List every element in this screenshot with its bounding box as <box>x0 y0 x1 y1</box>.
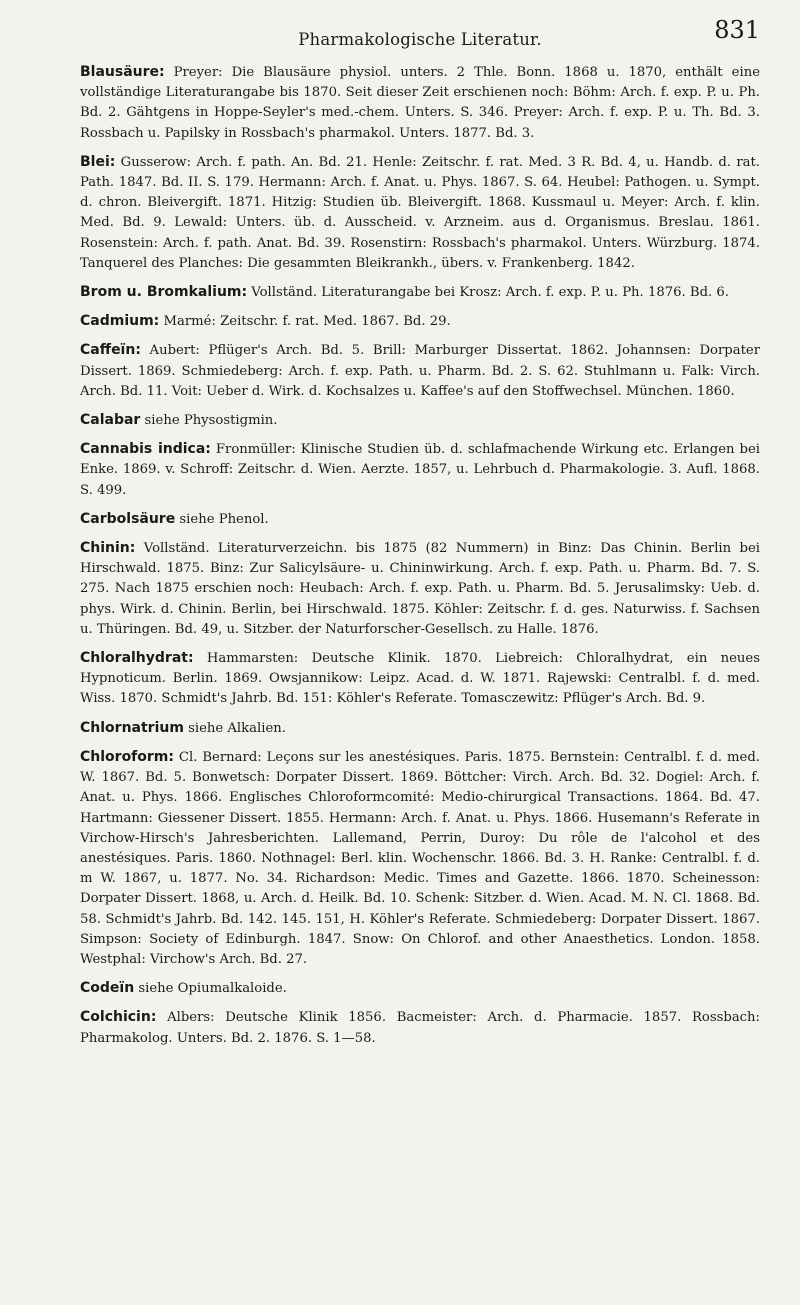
entry-blei <box>80 152 760 274</box>
entry-calabar <box>80 410 760 431</box>
entry-heading: Cannabis indica: <box>80 441 211 458</box>
entry-text: Preyer: Die Blausäure physiol. unters. 2 Thle. Bonn. 1868 u. 1870, enthält eine vollständige Literaturangabe bis 1870. Seit dieser Zeit erschienen noch: Böhm: Arch. f. exp. P. u. Ph. Bd. 2. Gähtgens in Hoppe-Seyler's med.-chem. Unters. S. 346. Preyer: Arch. f. exp. P. u. Th. Bd. 3. Rossbach u. Papilsky in Rossbach's pharmakol. Unters. 1877. Bd. 3. <box>80 65 760 141</box>
entry-text: Vollständ. Literaturverzeichn. bis 1875 (82 Nummern) in Binz: Das Chinin. Berlin bei Hirschwald. 1875. Binz: Zur Salicylsäure- u. Chininwirkung. Arch. f. exp. Path. u. Pharm. Bd. 7. S. 275. Nach 1875 erschien noch: Heubach: Arch. f. exp. Path. u. Pharm. Bd. 5. Jerusalimsky: Ueb. d. phys. Wirk. d. Chinin. Berlin, bei Hirschwald. 1875. Köhler: Zeitschr. f. d. ges. Naturwiss. f. Sachsen u. Thüringen. Bd. 49, u. Sitzber. der Naturforscher-Gesellsch. zu Halle. 1876. <box>80 541 760 637</box>
entry-text: siehe Physostigmin. <box>140 413 278 429</box>
entry-text: Cl. Bernard: Leçons sur les anestésiques. Paris. 1875. Bernstein: Centralbl. f. d. med. W. 1867. Bd. 5. Bonwetsch: Dorpater Dissert. 1869. Böttcher: Virch. Arch. Bd. 32. Dogiel: Arch. f. Anat. u. Phys. 1866. Englisches Chloroformcomité: Medio-chirurgical Transactions. 1864. Bd. 47. Hartmann: Giessener Dissert. 1855. Hermann: Arch. f. Anat. u. Phys. 1866. Husemann's Referate in Virchow-Hirsch's Jahresberichten. Lallemand, Perrin, Duroy: Du rôle de l'alcohol et des anestésiques. Paris. 1860. Nothnagel: Berl. klin. Wochenschr. 1866. Bd. 3. H. Ranke: Centralbl. f. d. m W. 1867, u. 1877. No. 34. Richardson: Medic. Times and Gazette. 1866. 1870. Scheinesson: Dorpater Dissert. 1868, u. Arch. d. Heilk. Bd. 10. Schenk: Sitzber. d. Wien. Acad. M. N. Cl. 1868. Bd. 58. Schmidt's Jahrb. Bd. 142. 145. 151, H. Köhler's Referate. Schmiedeberg: Dorpater Dissert. 1867. Simpson: Society of Edinburgh. 1847. Snow: On Chlorof. and other Anaesthetics. London. 1858. Westphal: Virchow's Arch. Bd. 27. <box>80 749 760 967</box>
entry-heading: Chloroform: <box>80 748 174 765</box>
entry-heading: Cadmium: <box>80 313 160 330</box>
entry-cannabis <box>80 439 760 501</box>
entry-heading: Blausäure: <box>80 64 165 80</box>
entry-heading: Calabar <box>80 412 141 429</box>
entry-heading: Carbolsäure <box>80 510 176 527</box>
entry-heading: Chloralhydrat: <box>80 650 194 667</box>
entry-text: siehe Phenol. <box>175 511 269 527</box>
entry-heading: Codeïn <box>80 980 135 997</box>
entry-heading: Blei: <box>80 153 116 170</box>
entry-text: Gusserow: Arch. f. path. An. Bd. 21. Henle: Zeitschr. f. rat. Med. 3 R. Bd. 4, u. Handb. d. rat. Path. 1847. Bd. II. S. 179. Hermann: Arch. f. Anat. u. Phys. 1867. S. 64. Heubel: Pathogen. u. Sympt. d. chron. Bleivergift. 1871. Hitzig: Studien üb. Bleivergift. 1868. Kussmaul u. Meyer: Arch. f. klin. Med. Bd. 9. Lewald: Unters. üb. d. Ausscheid. v. Arzneim. aus d. Organismus. Breslau. 1861. Rosenstein: Arch. f. path. Anat. Bd. 39. Rosenstirn: Rossbach's pharmakol. Unters. Würzburg. 1874. Tanquerel des Planches: Die gesammten Bleikrankh., übers. v. Frankenberg. 1842. <box>80 154 760 271</box>
entry-chinin <box>80 538 760 640</box>
entry-text: siehe Opiumalkaloide. <box>134 981 287 997</box>
entry-colchicin <box>80 1007 760 1048</box>
page-number: 831 <box>714 16 760 44</box>
entry-heading: Brom u. Bromkalium: <box>80 284 248 301</box>
entry-text: Albers: Deutsche Klinik 1856. Bacmeister: Arch. d. Pharmacie. 1857. Rossbach: Pharmakolog. Unters. Bd. 2. 1876. S. 1—58. <box>80 1010 760 1046</box>
entry-heading: Chlornatrium <box>80 719 184 736</box>
entry-text: Hammarsten: Deutsche Klinik. 1870. Liebreich: Chloralhydrat, ein neues Hypnoticum. Berlin. 1869. Owsjannikow: Leipz. Acad. d. W. 1871. Rajewski: Centralbl. f. d. med. Wiss. 1870. Schmidt's Jahrb. Bd. 151: Köhler's Referate. Tomasczewitz: Pflüger's Arch. Bd. 9. <box>80 651 760 707</box>
entry-codein <box>80 978 760 999</box>
entry-text: Marmé: Zeitschr. f. rat. Med. 1867. Bd. 29. <box>159 314 451 330</box>
entry-carbolsaeure <box>80 509 760 530</box>
entry-heading: Chinin: <box>80 540 136 557</box>
entry-chloralhydrat <box>80 648 760 710</box>
entry-heading: Caffeïn: <box>80 342 141 359</box>
entry-chloroform <box>80 747 760 970</box>
page-header <box>80 0 760 62</box>
entry-cadmium <box>80 311 760 332</box>
entry-chlornatrium <box>80 718 760 739</box>
bibliography-entries <box>80 62 760 1049</box>
entry-blausaeure <box>80 62 760 144</box>
running-title: Pharmakologische Literatur. <box>298 30 542 49</box>
entry-text: Fronmüller: Klinische Studien üb. d. schlafmachende Wirkung etc. Erlangen bei Enke. 1869. v. Schroff: Zeitschr. d. Wien. Aerzte. 1857, u. Lehrbuch d. Pharmakologie. 3. Aufl. 1868. S. 499. <box>80 442 760 498</box>
entry-caffein <box>80 340 760 402</box>
entry-brom <box>80 282 760 303</box>
entry-text: siehe Alkalien. <box>183 720 286 736</box>
entry-heading: Colchicin: <box>80 1009 157 1026</box>
entry-text: Aubert: Pflüger's Arch. Bd. 5. Brill: Marburger Dissertat. 1862. Johannsen: Dorpater Dissert. 1869. Schmiedeberg: Arch. f. exp. Path. u. Pharm. Bd. 2. S. 62. Stuhlmann u. Falk: Virch. Arch. Bd. 11. Voit: Ueber d. Wirk. d. Kochsalzes u. Kaffee's auf den Stoffwechsel. München. 1860. <box>80 343 760 399</box>
entry-text: Vollständ. Literaturangabe bei Krosz: Arch. f. exp. P. u. Ph. 1876. Bd. 6. <box>247 285 729 301</box>
